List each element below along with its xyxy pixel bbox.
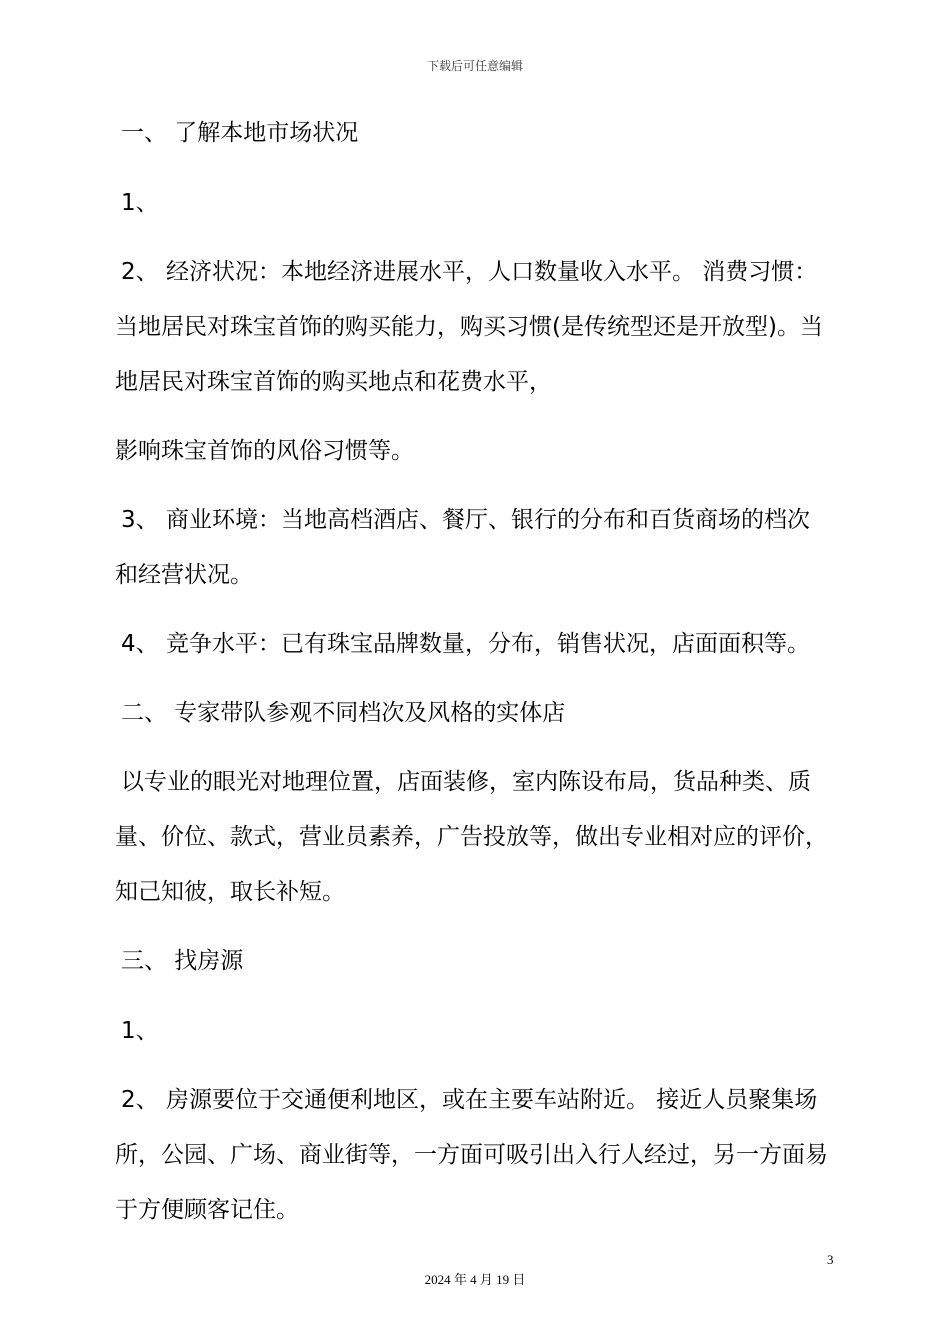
paragraph-line: 所，公园、广场、商业街等，一方面可吸引出入行人经过，另一方面易 bbox=[115, 1142, 828, 1168]
paragraph-line: 2、 房源要位于交通便利地区，或在主要车站附近。 接近人员聚集场 bbox=[121, 1087, 818, 1113]
paragraph-line: 影响珠宝首饰的风俗习惯等。 bbox=[115, 438, 414, 464]
paragraph-line: 当地居民对珠宝首饰的购买能力，购买习惯(是传统型还是开放型)。当 bbox=[115, 314, 823, 340]
paragraph-line: 1、 bbox=[121, 1018, 159, 1044]
section-heading-1: 一、 了解本地市场状况 bbox=[121, 120, 359, 146]
paragraph-line: 和经营状况。 bbox=[115, 562, 253, 588]
paragraph-line: 以专业的眼光对地理位置，店面装修，室内陈设布局，货品种类、质 bbox=[121, 769, 811, 795]
paragraph-line: 地居民对珠宝首饰的购买地点和花费水平， bbox=[115, 369, 552, 395]
paragraph-line: 4、 竞争水平：已有珠宝品牌数量，分布，销售状况，店面面积等。 bbox=[121, 631, 810, 657]
header-note: 下载后可任意编辑 bbox=[426, 59, 523, 73]
page-number: 3 bbox=[827, 1252, 834, 1267]
footer-date: 2024 年 4 月 19 日 bbox=[424, 1272, 526, 1287]
paragraph-line: 2、 经济状况：本地经济进展水平，人口数量收入水平。 消费习惯： bbox=[121, 259, 818, 285]
section-heading-2: 二、 专家带队参观不同档次及风格的实体店 bbox=[121, 700, 566, 726]
paragraph-line: 3、 商业环境：当地高档酒店、餐厅、银行的分布和百货商场的档次 bbox=[121, 507, 810, 533]
paragraph-line: 1、 bbox=[121, 190, 159, 216]
paragraph-line: 于方便顾客记住。 bbox=[115, 1197, 299, 1223]
section-heading-3: 三、 找房源 bbox=[121, 948, 244, 974]
paragraph-line: 量、价位、款式，营业员素养，广告投放等，做出专业相对应的评价， bbox=[115, 824, 828, 850]
paragraph-line: 知己知彼，取长补短。 bbox=[115, 879, 345, 905]
